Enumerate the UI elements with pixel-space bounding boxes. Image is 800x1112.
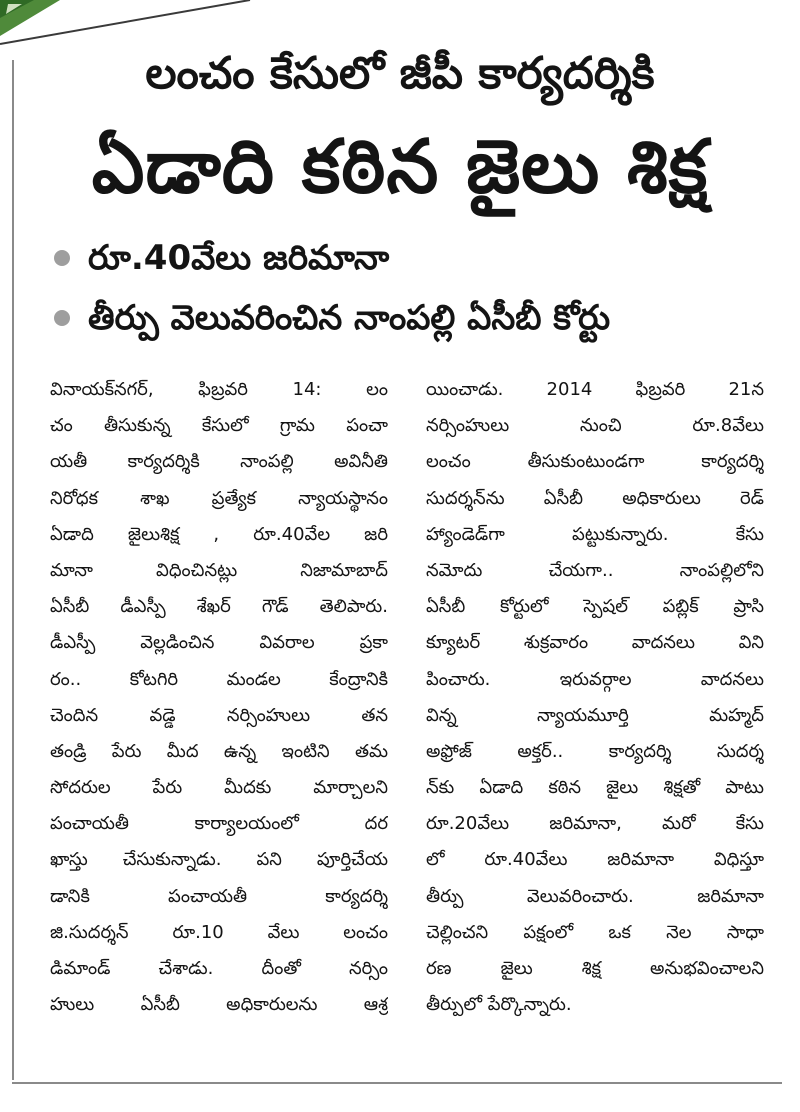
bullet-dot-icon [54,310,70,326]
body-text-line: చం తీసుకున్న కేసులో గ్రామ పంచా [50,415,388,437]
body-text-line: తండ్రి పేరు మీద ఉన్న ఇంటిని తమ [50,740,388,762]
body-text-line: పంచాయతీ కార్యాలయంలో దర [50,813,388,835]
body-text-line: డిమాండ్ చేశాడు. దీంతో నర్సిం [50,958,388,979]
body-text-line: ఖాస్తు చేసుకున్నాడు. పని పూర్తిచేయ [50,849,388,871]
body-text-line: హ్యాండెడ్‌గా పట్టుకున్నారు. కేసు [426,523,764,545]
body-text-line: డీఎస్పీ వెల్లడించిన వివరాల ప్రకా [50,632,388,654]
article-kicker: లంచం కేసులో జీపీ కార్యదర్శికి [145,48,655,99]
body-text-line: జి.సుదర్శన్ రూ.10 వేలు లంచం [50,921,388,943]
body-text-line: న్‌కు ఏడాది కఠిన జైలు శిక్షతో పాటు [426,777,764,799]
summary-bullet-item [40,228,780,288]
body-text-line: లంచం తీసుకుంటుండగా కార్యదర్శి [426,451,764,473]
body-text-line: ఏడాది జైలుశిక్ష , రూ.40వేల జరి [50,523,388,545]
body-text-line: తీర్పు వెలువరించారు. జరిమానా [426,885,764,907]
body-text-line: నర్సింహులు నుంచి రూ.8వేలు [426,415,764,437]
body-text-line: మానా విధించినట్లు నిజామాబాద్ [50,559,388,581]
body-text-line: అఫ్రోజ్ అక్తర్.. కార్యదర్శి సుదర్శ [426,740,764,762]
summary-bullet-text: తీర్పు వెలువరించిన నాంపల్లి ఏసీబీ కోర్టు [88,298,611,338]
body-text-line: రణ జైలు శిక్ష అనుభవించాలని [426,958,764,979]
body-text-line: సోదరుల పేరు మీదకు మార్చాలని [50,777,388,799]
body-text-line: హులు ఏసీబీ అధికారులను ఆశ్ర [50,994,388,1016]
body-text-line: యతీ కార్యదర్శికి నాంపల్లి అవినీతి [50,451,388,473]
body-text-line: ఏసీబీ డీఎస్పీ శేఖర్ గౌడ్ తెలిపారు. [50,596,388,618]
article-body-left-column [50,372,388,1023]
body-text-line: రం.. కోటగిరి మండల కేంద్రానికి [50,668,388,690]
bullet-dot-icon [54,250,70,266]
bottom-border-rule [12,1082,782,1084]
body-text-line: సుదర్శన్‌ను ఏసీబీ అధికారులు రెడ్ [426,487,764,509]
body-text-line: తీర్పులో పేర్కొన్నారు. [426,994,572,1016]
article-headline: ఏడాది కఠిన జైలు శిక్ష [91,124,709,210]
body-text-line: యించాడు. 2014 ఫిబ్రవరి 21న [426,379,764,400]
body-text-line: లో రూ.40వేలు జరిమానా విధిస్తూ [426,849,764,871]
summary-bullets [40,228,780,348]
article-body-right-column [426,372,764,1023]
body-text-line: ఏసీబీ కోర్టులో స్పెషల్ పబ్లిక్ ప్రాసి [426,596,764,618]
body-text-line: చెందిన వడ్డె నర్సింహులు తన [50,704,388,726]
body-text-line: నమోదు చేయగా.. నాంపల్లిలోని [426,559,764,581]
summary-bullet-text: రూ.40వేలు జరిమానా [88,238,390,278]
body-text-line: విన్న న్యాయమూర్తి మహ్మద్ [426,704,764,726]
body-text-line: క్యూటర్ శుక్రవారం వాదనలు విని [426,632,764,654]
body-text-line: వినాయక్‌నగర్, ఫిబ్రవరి 14: లం [50,379,388,400]
summary-bullet-item [40,288,780,348]
body-text-line: నిరోధక శాఖ ప్రత్యేక న్యాయస్థానం [50,487,388,509]
body-text-line: రూ.20వేలు జరిమానా, మరో కేసు [426,813,764,835]
body-text-line: పించారు. ఇరువర్గాల వాదనలు [426,668,764,690]
body-text-line: చెల్లించని పక్షంలో ఒక నెల సాధా [426,921,764,943]
body-text-line: డానికి పంచాయతీ కార్యదర్శి [50,885,388,907]
